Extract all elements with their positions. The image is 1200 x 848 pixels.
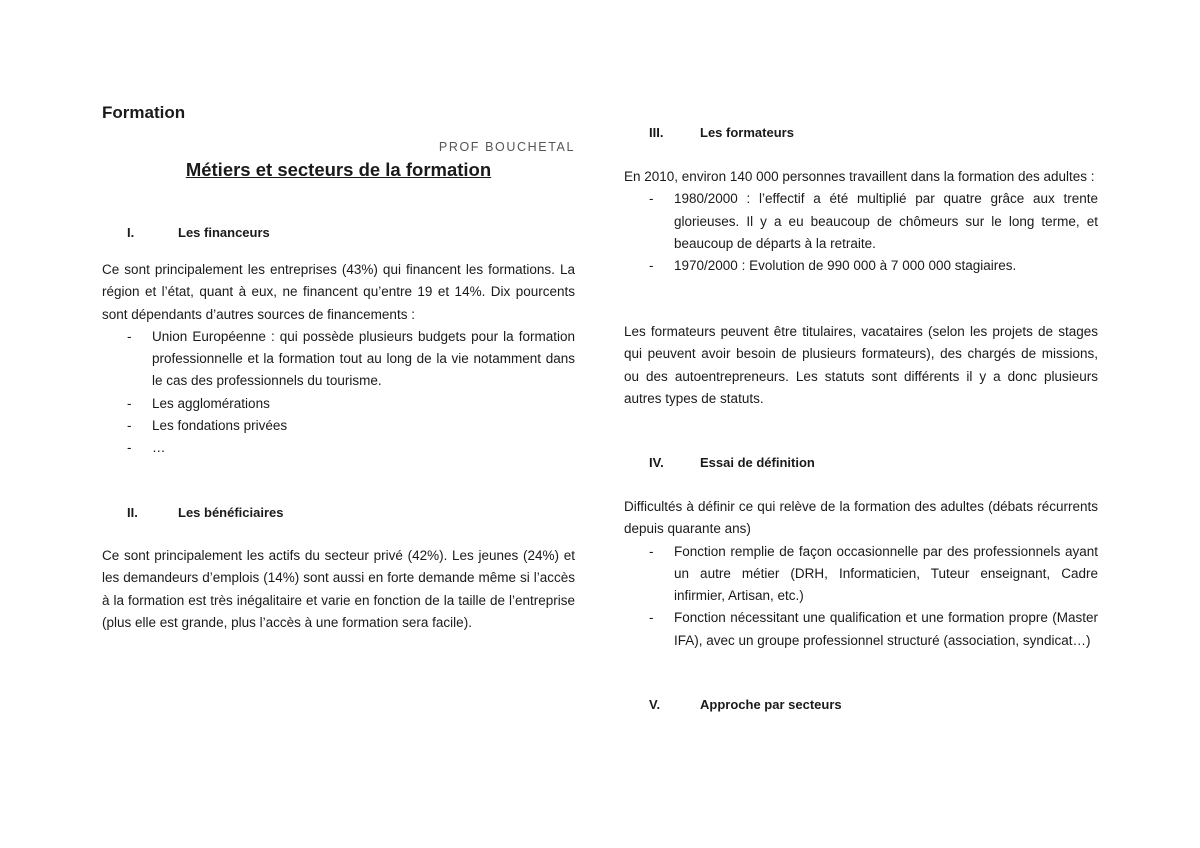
- section-heading: [624, 694, 1098, 716]
- section-formateurs-body: [624, 166, 1098, 277]
- section-heading: [102, 222, 575, 244]
- section-number: III.: [649, 125, 664, 140]
- section-definition-body: [624, 496, 1098, 652]
- section-financeurs-body: [102, 259, 575, 460]
- list-item: - 1980/2000 : l’effectif a été multiplié par quatre grâce aux trente glorieuses. Il y a eu beaucoup de chômeurs sur le long terme, et beaucoup de départs à la retraite.: [649, 191, 1098, 251]
- section-number: II.: [127, 505, 138, 520]
- section-title: Essai de définition: [700, 455, 815, 470]
- list-item: - 1970/2000 : Evolution de 990 000 à 7 000 000 stagiaires.: [649, 258, 1017, 274]
- list-item: - Les agglomérations: [127, 395, 270, 411]
- paragraph: Ce sont principalement les actifs du secteur privé (42%). Les jeunes (24%) et les demandeurs d’emplois (14%) sont aussi en forte demande même si l’accès à la formation est très inégalitaire et varie en fonction de la taille de l’entreprise (plus elle est grande, plus l’accès à une formation sera facile).: [102, 548, 575, 630]
- bullet-list: [624, 188, 1098, 277]
- section-number: IV.: [649, 455, 664, 470]
- section-title: Les bénéficiaires: [178, 505, 284, 520]
- section-formateurs-body-2: [624, 321, 1098, 410]
- author-line: PROF BOUCHETAL: [438, 140, 575, 154]
- section-title: Approche par secteurs: [700, 697, 842, 712]
- list-item: - Fonction nécessitant une qualification et une formation propre (Master IFA), avec un groupe professionnel structuré (association, syndicat…): [649, 610, 1098, 648]
- paragraph: En 2010, environ 140 000 personnes travaillent dans la formation des adultes :: [624, 169, 1095, 184]
- paragraph: Difficultés à définir ce qui relève de la formation des adultes (débats récurrents depuis quarante ans): [624, 499, 1098, 537]
- paragraph: Les formateurs peuvent être titulaires, vacataires (selon les projets de stages qui peuvent avoir besoin de plusieurs formateurs), des chargés de missions, ou des autoentrepreneurs. Les statuts sont différents il y a donc plusieurs autres types de statuts.: [624, 324, 1098, 406]
- section-heading: [624, 452, 1098, 474]
- section-number: I.: [127, 225, 135, 240]
- section-secteurs: [624, 694, 1098, 716]
- document-title: Formation: [102, 103, 186, 122]
- section-title: Les formateurs: [700, 125, 794, 140]
- bullet-list: [624, 541, 1098, 652]
- list-item: - …: [127, 440, 166, 456]
- section-formateurs: [624, 122, 1098, 144]
- section-financeurs: [102, 222, 575, 244]
- section-beneficiaires-body: [102, 545, 575, 634]
- section-number: V.: [649, 697, 661, 712]
- list-item: - Les fondations privées: [127, 418, 288, 434]
- section-heading: [624, 122, 1098, 144]
- bullet-list: [102, 326, 575, 460]
- list-item: - Fonction remplie de façon occasionnelle par des professionnels ayant un autre métier (DRH, Informaticien, Tuteur enseignant, Cadre infirmier, Artisan, etc.): [649, 543, 1098, 604]
- paragraph: Ce sont principalement les entreprises (43%) qui financent les formations. La région et l’état, quant à eux, ne financent qu’entre 19 et 14%. Dix pourcents sont dépendants d’autres sources de financements :: [102, 262, 575, 322]
- section-title: Les financeurs: [178, 225, 270, 240]
- list-item: - Union Européenne : qui possède plusieurs budgets pour la formation professionnelle et la formation tout au long de la vie notamment dans le cas des professionnels du tourisme.: [127, 328, 575, 389]
- section-heading: [102, 502, 575, 524]
- section-beneficiaires: [102, 502, 575, 524]
- document-subtitle: Métiers et secteurs de la formation: [185, 159, 492, 180]
- section-definition: [624, 452, 1098, 474]
